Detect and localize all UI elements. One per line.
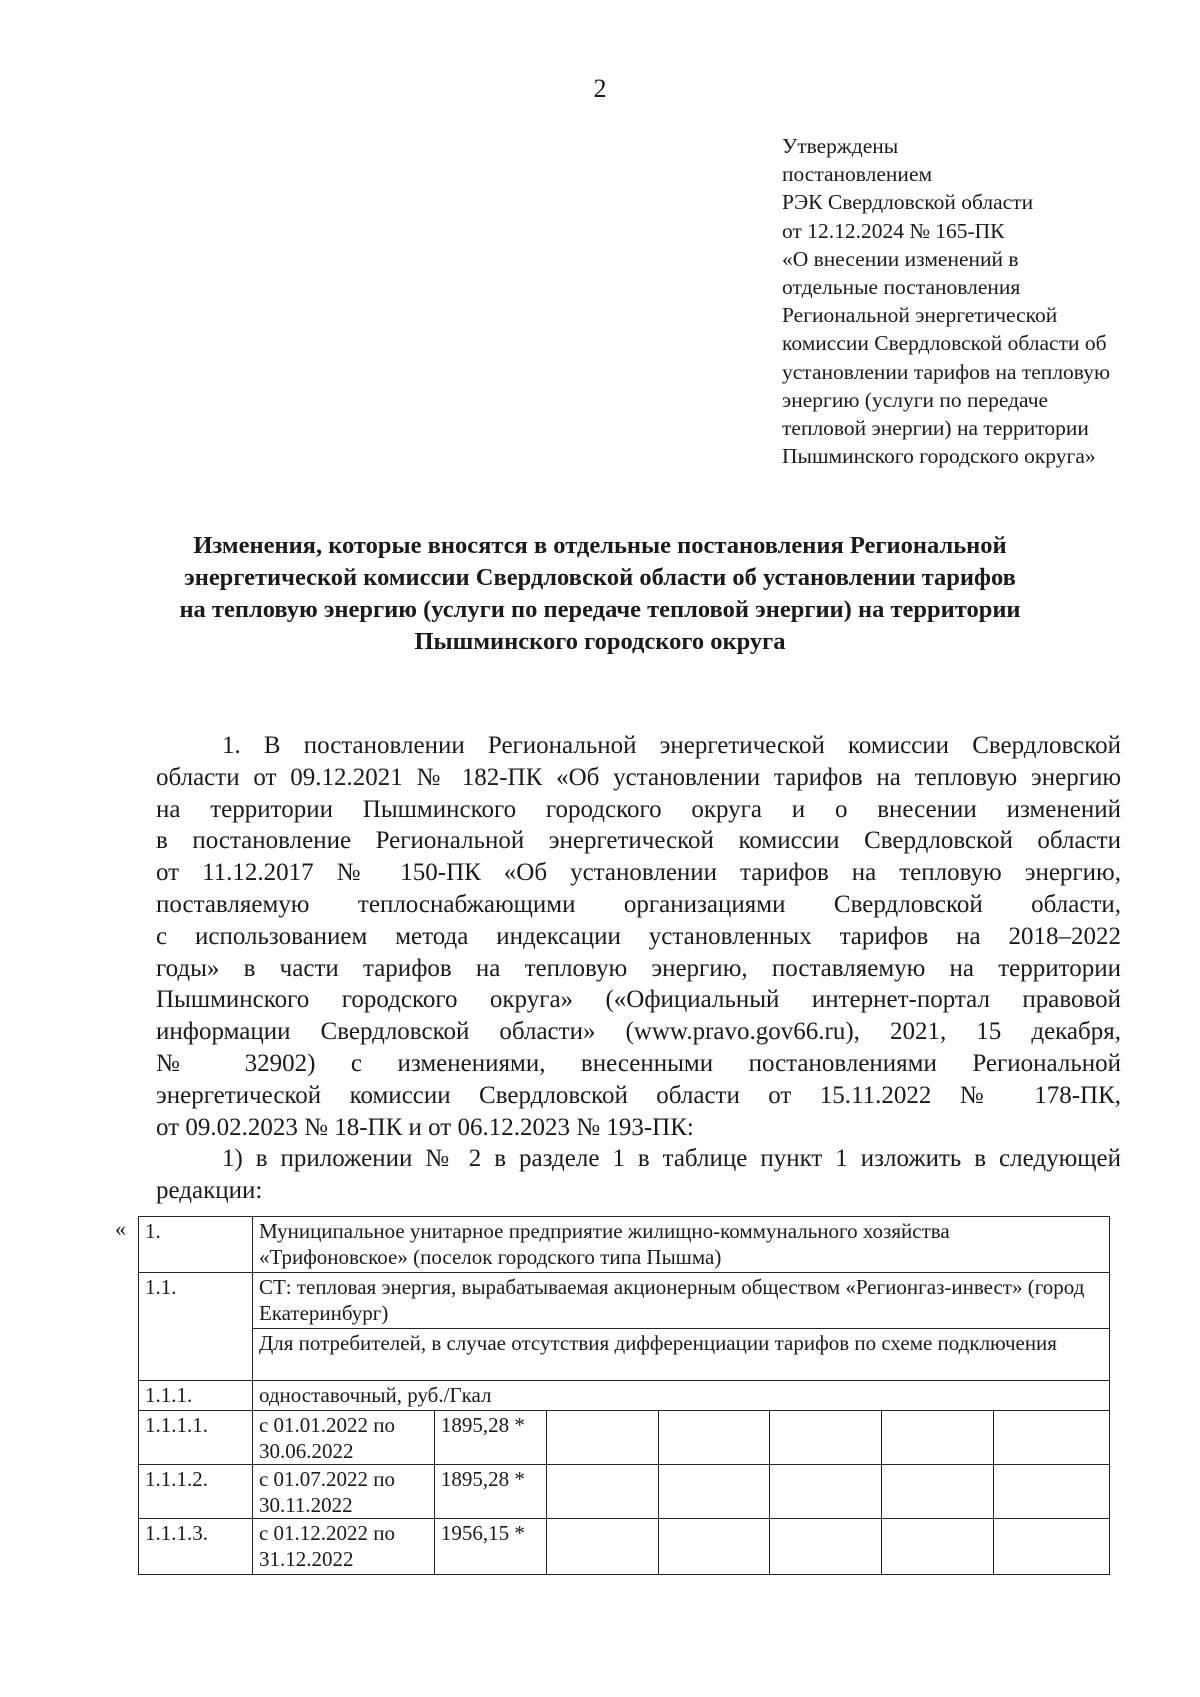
tariff-table <box>138 1216 1110 1575</box>
empty-cell <box>546 1465 658 1519</box>
tariff-type-cell: одноставочный, руб./Гкал <box>252 1381 1109 1411</box>
approval-line: установлении тарифов на тепловую <box>782 359 1111 384</box>
approval-line: тепловой энергии) на территории <box>782 416 1089 441</box>
row-number: 1.1.1. <box>139 1381 253 1411</box>
page-number: 2 <box>593 74 607 103</box>
empty-cell <box>658 1519 770 1575</box>
paragraph-line: годы» в части тарифов на тепловую энергию, поставляемую на территории <box>156 954 1121 982</box>
empty-cell <box>994 1411 1110 1465</box>
table-row <box>139 1411 1110 1465</box>
paragraph-line: на территории Пышминского городского округа и о внесении изменений <box>156 795 1121 823</box>
value-cell: 1895,28 * <box>434 1411 546 1465</box>
empty-cell <box>882 1411 994 1465</box>
period-cell: с 01.12.2022 по 31.12.2022 <box>252 1519 434 1575</box>
period-cell: с 01.07.2022 по 30.11.2022 <box>252 1465 434 1519</box>
table-row <box>139 1273 1110 1329</box>
paragraph-line: с использованием метода индексации установленных тарифов на 2018–2022 <box>156 922 1121 950</box>
main-paragraph <box>156 730 1121 1207</box>
paragraph-line: в постановление Региональной энергетической комиссии Свердловской области <box>156 827 1121 855</box>
row-number: 1.1.1.3. <box>139 1519 253 1575</box>
empty-cell <box>770 1519 882 1575</box>
empty-cell <box>546 1519 658 1575</box>
paragraph-line: 1. В постановлении Региональной энергетической комиссии Свердловской <box>222 732 1121 759</box>
approval-line: постановлением <box>782 162 933 187</box>
empty-cell <box>994 1519 1110 1575</box>
paragraph-line: от 11.12.2017 № 150-ПК «Об установлении тарифов на тепловую энергию, <box>156 859 1121 887</box>
approval-line: комиссии Свердловской области об <box>782 331 1107 356</box>
approval-line: «О внесении изменений в <box>782 246 1019 271</box>
row-number: 1.1.1.2. <box>139 1465 253 1519</box>
paragraph-line: информации Свердловской области» (www.pravo.gov66.ru), 2021, 15 декабря, <box>156 1018 1121 1046</box>
value-cell: 1956,15 * <box>434 1519 546 1575</box>
heading-line: Пышминского городского округа <box>414 628 786 655</box>
approval-line: Региональной энергетической <box>782 303 1058 328</box>
consumer-cell: Для потребителей, в случае отсутствия дифференциации тарифов по схеме подключения <box>252 1329 1109 1381</box>
approval-line: отдельные постановления <box>782 275 1021 300</box>
heading-line: энергетической комиссии Свердловской области об установлении тарифов <box>184 564 1016 591</box>
value-cell: 1895,28 * <box>434 1465 546 1519</box>
approval-line: Пышминского городского округа» <box>782 444 1096 469</box>
table-row <box>139 1381 1110 1411</box>
period-cell: с 01.01.2022 по 30.06.2022 <box>252 1411 434 1465</box>
document-heading <box>150 530 1050 658</box>
empty-cell <box>658 1411 770 1465</box>
empty-cell <box>770 1411 882 1465</box>
paragraph-line: энергетической комиссии Свердловской области от 15.11.2022 № 178-ПК, <box>156 1081 1121 1109</box>
heading-line: Изменения, которые вносятся в отдельные постановления Региональной <box>193 532 1007 559</box>
table-row <box>139 1465 1110 1519</box>
empty-cell <box>658 1465 770 1519</box>
source-cell: СТ: тепловая энергия, вырабатываемая акционерным обществом «Регионгаз-инвест» (город Екатеринбург) <box>252 1273 1109 1329</box>
approval-line: Утверждены <box>782 134 899 158</box>
row-number: 1.1. <box>139 1273 253 1381</box>
subitem-line: редакции: <box>156 1177 263 1205</box>
empty-cell <box>994 1465 1110 1519</box>
approval-line: от 12.12.2024 № 165-ПК <box>782 218 1005 243</box>
approval-line: РЭК Свердловской области <box>782 190 1034 215</box>
table-row <box>139 1519 1110 1575</box>
paragraph-line: поставляемую теплоснабжающими организациями Свердловской области, <box>156 890 1121 918</box>
table-row <box>139 1217 1110 1273</box>
organization-cell: Муниципальное унитарное предприятие жилищно-коммунального хозяйства «Трифоновское» (поселок городского типа Пышма) <box>252 1217 1109 1273</box>
heading-line: на тепловую энергию (услуги по передаче тепловой энергии) на территории <box>179 596 1021 623</box>
row-number: 1.1.1.1. <box>139 1411 253 1465</box>
paragraph-line: Пышминского городского округа» («Официальный интернет-портал правовой <box>156 986 1121 1014</box>
row-number: 1. <box>139 1217 253 1273</box>
paragraph-line: области от 09.12.2021 № 182-ПК «Об установлении тарифов на тепловую энергию <box>156 763 1121 791</box>
subitem-line: 1) в приложении № 2 в разделе 1 в таблице пункт 1 изложить в следующей <box>222 1145 1121 1173</box>
approval-line: энергию (услуги по передаче <box>782 387 1049 412</box>
paragraph-line: № 32902) с изменениями, внесенными постановлениями Региональной <box>156 1049 1121 1077</box>
table-row <box>139 1329 1110 1381</box>
empty-cell <box>546 1411 658 1465</box>
approval-block <box>782 132 1182 470</box>
paragraph-line: от 09.02.2023 № 18-ПК и от 06.12.2023 № 193-ПК: <box>156 1113 694 1141</box>
empty-cell <box>882 1465 994 1519</box>
empty-cell <box>770 1465 882 1519</box>
opening-quote: « <box>115 1216 126 1241</box>
empty-cell <box>882 1519 994 1575</box>
